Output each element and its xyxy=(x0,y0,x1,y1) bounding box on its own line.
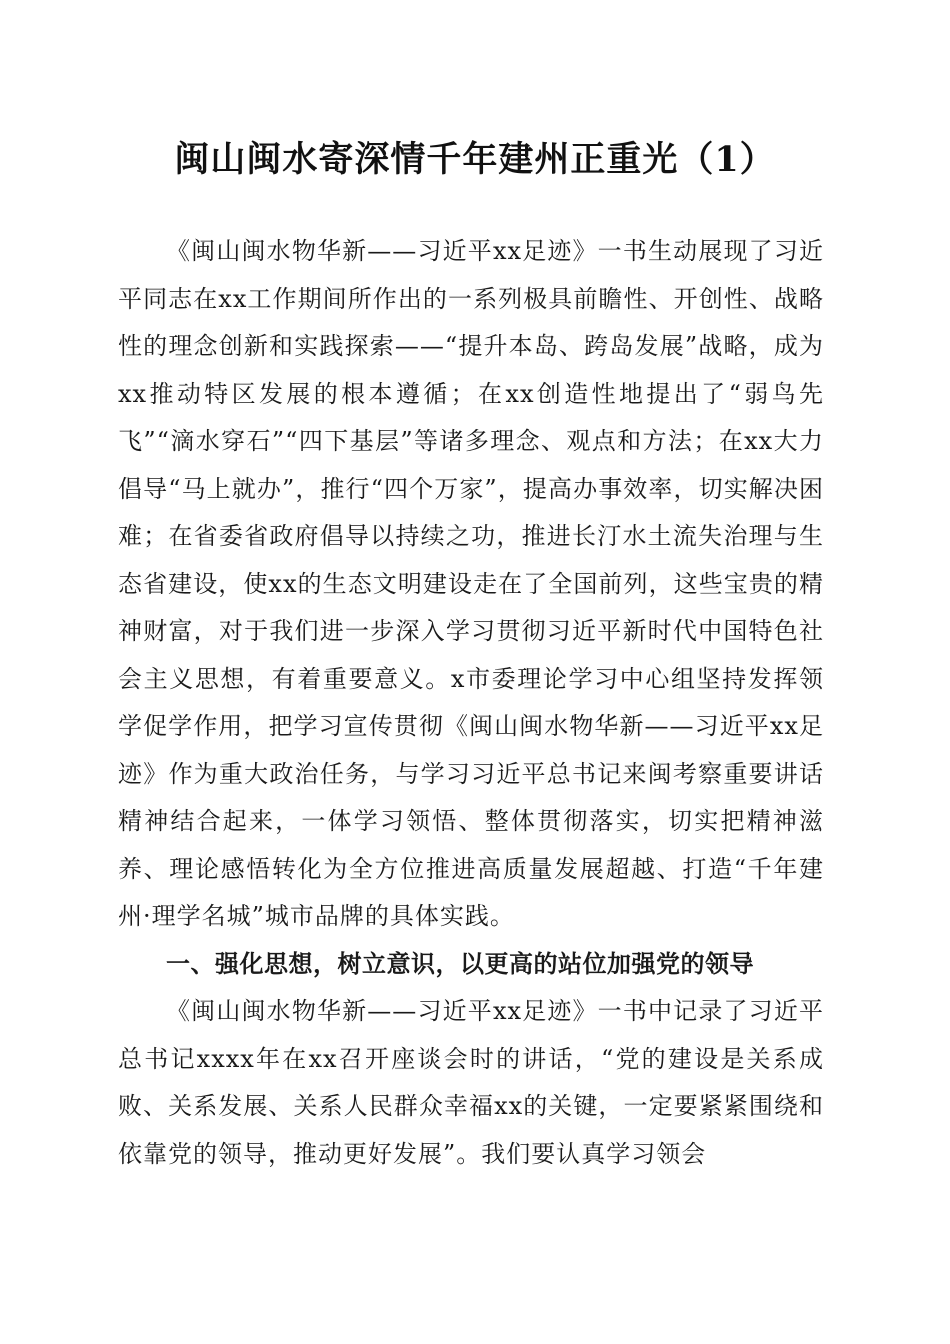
page-title: 闽山闽水寄深情千年建州正重光（1） xyxy=(174,139,776,180)
section-paragraph: 《闽山闽水物华新——习近平xx足迹》一书中记录了习近平总书记xxxx年在xx召开座谈会时的讲话，“党的建设是关系成败、关系发展、关系人民群众幸福xx的关键，一定要紧紧围绕和依靠党的领导，推动更好发展”。我们要认真学习领会 xyxy=(118,997,824,1168)
document-body xyxy=(118,228,824,1178)
section-heading: 一、强化思想，树立意识，以更高的站位加强党的领导 xyxy=(166,949,754,978)
intro-paragraph: 《闽山闽水物华新——习近平xx足迹》一书生动展现了习近平同志在xx工作期间所作出的一系列极具前瞻性、开创性、战略性的理念创新和实践探索——“提升本岛、跨岛发展”战略，成为xx推动特区发展的根本遵循；在xx创造性地提出了“弱鸟先飞”“滴水穿石”“四下基层”等诸多理念、观点和方法；在xx大力倡导“马上就办”，推行“四个万家”，提高办事效率，切实解决困难；在省委省政府倡导以持续之功，推进长汀水土流失治理与生态省建设，使xx的生态文明建设走在了全国前列，这些宝贵的精神财富，对于我们进一步深入学习贯彻习近平新时代中国特色社会主义思想，有着重要意义。x市委理论学习中心组坚持发挥领学促学作用，把学习宣传贯彻《闽山闽水物华新——习近平xx足迹》作为重大政治任务，与学习习近平总书记来闽考察重要讲话精神结合起来，一体学习领悟、整体贯彻落实，切实把精神滋养、理论感悟转化为全方位推进高质量发展超越、打造“千年建州·理学名城”城市品牌的具体实践。 xyxy=(118,237,824,930)
